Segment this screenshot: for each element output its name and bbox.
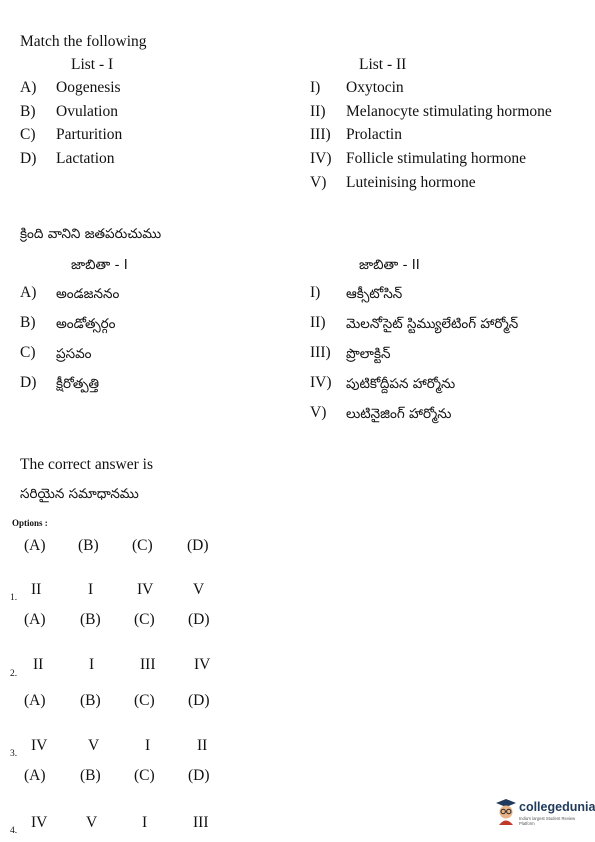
list1-item: అండజననం: [56, 286, 120, 302]
list1-item: క్షీరోత్పత్తి: [56, 376, 100, 392]
list2-key: I): [310, 79, 321, 96]
option-number: 3.: [10, 749, 18, 759]
answer-prompt-telugu: సరియైన సమాధానము: [20, 486, 139, 502]
list1-title: List - I: [71, 56, 114, 73]
list1-item: Oogenesis: [56, 79, 121, 96]
list1-key: A): [20, 284, 37, 301]
list1-key: D): [20, 374, 37, 391]
option-value: V: [193, 581, 205, 598]
logo-tagline: India's largest Student Review Platform: [519, 816, 576, 826]
option-letter: (C): [134, 767, 155, 784]
logo-brand: collegedunia: [519, 800, 595, 814]
collegedunia-logo: [495, 798, 595, 828]
list2-key: V): [310, 174, 327, 191]
option-value: II: [33, 656, 44, 673]
list1-item: Parturition: [56, 126, 123, 143]
list2-item: Melanocyte stimulating hormone: [346, 103, 552, 120]
option-letter: (D): [188, 611, 210, 628]
option-letter: (D): [187, 537, 209, 554]
telugu-heading: క్రింది వానిని జతపరుచుము: [20, 226, 162, 242]
option-value: I: [89, 656, 95, 673]
option-value: IV: [31, 737, 48, 754]
list1-key: D): [20, 150, 37, 167]
option-letter: (A): [24, 692, 46, 709]
list2-item: Oxytocin: [346, 79, 404, 96]
list2-item: Follicle stimulating hormone: [346, 150, 526, 167]
list2-item: లుటినైజింగ్ హార్మోను: [346, 406, 452, 422]
option-letter: (C): [134, 692, 155, 709]
option-value: I: [145, 737, 151, 754]
option-value: I: [142, 814, 148, 831]
list1-item: అండోత్సర్గం: [56, 316, 116, 332]
option-letter: (D): [188, 692, 210, 709]
list1-key: C): [20, 126, 36, 143]
option-number: 2.: [10, 669, 18, 679]
option-number: 1.: [10, 593, 18, 603]
list1-item: ప్రసవం: [56, 346, 92, 362]
option-value: III: [193, 814, 209, 831]
list2-item: Prolactin: [346, 126, 402, 143]
list2-key: IV): [310, 150, 332, 167]
telugu-list2-title: జాబితా - II: [359, 257, 420, 273]
list2-item: Luteinising hormone: [346, 174, 476, 191]
option-letter: (A): [24, 537, 46, 554]
option-letter: (B): [78, 537, 99, 554]
option-letter: (B): [80, 611, 101, 628]
list2-item: ప్రొలాక్టిన్: [346, 346, 391, 362]
student-mascot-icon: [495, 798, 517, 826]
list1-key: B): [20, 103, 36, 120]
option-letter: (B): [80, 692, 101, 709]
answer-prompt: The correct answer is: [20, 456, 153, 473]
list2-key: V): [310, 404, 327, 421]
option-value: I: [88, 581, 94, 598]
list2-key: III): [310, 126, 331, 143]
option-value: IV: [31, 814, 48, 831]
options-label: Options :: [12, 518, 48, 528]
option-value: V: [86, 814, 98, 831]
list1-item: Lactation: [56, 150, 115, 167]
list2-key: IV): [310, 374, 332, 391]
option-value: II: [31, 581, 42, 598]
list2-item: మెలనోసైట్ స్టిమ్యులేటింగ్ హార్మోన్: [346, 316, 519, 332]
list2-key: II): [310, 103, 326, 120]
option-letter: (A): [24, 611, 46, 628]
option-value: V: [88, 737, 100, 754]
list1-key: C): [20, 344, 36, 361]
list2-item: పుటికోద్దీపన హార్మోను: [346, 376, 456, 392]
list2-key: III): [310, 344, 331, 361]
option-value: III: [140, 656, 156, 673]
option-value: IV: [194, 656, 211, 673]
option-letter: (B): [80, 767, 101, 784]
list2-title: List - II: [359, 56, 407, 73]
option-letter: (A): [24, 767, 46, 784]
list1-key: B): [20, 314, 36, 331]
list2-key: I): [310, 284, 321, 301]
list2-item: ఆక్సీటోసిన్: [346, 286, 403, 302]
list2-key: II): [310, 314, 326, 331]
option-letter: (D): [188, 767, 210, 784]
option-value: II: [197, 737, 208, 754]
option-value: IV: [137, 581, 154, 598]
list1-key: A): [20, 79, 37, 96]
list1-item: Ovulation: [56, 103, 118, 120]
question-heading: Match the following: [20, 33, 147, 50]
telugu-list1-title: జాబితా - I: [71, 257, 128, 273]
option-letter: (C): [132, 537, 153, 554]
option-letter: (C): [134, 611, 155, 628]
option-number: 4.: [10, 826, 18, 836]
